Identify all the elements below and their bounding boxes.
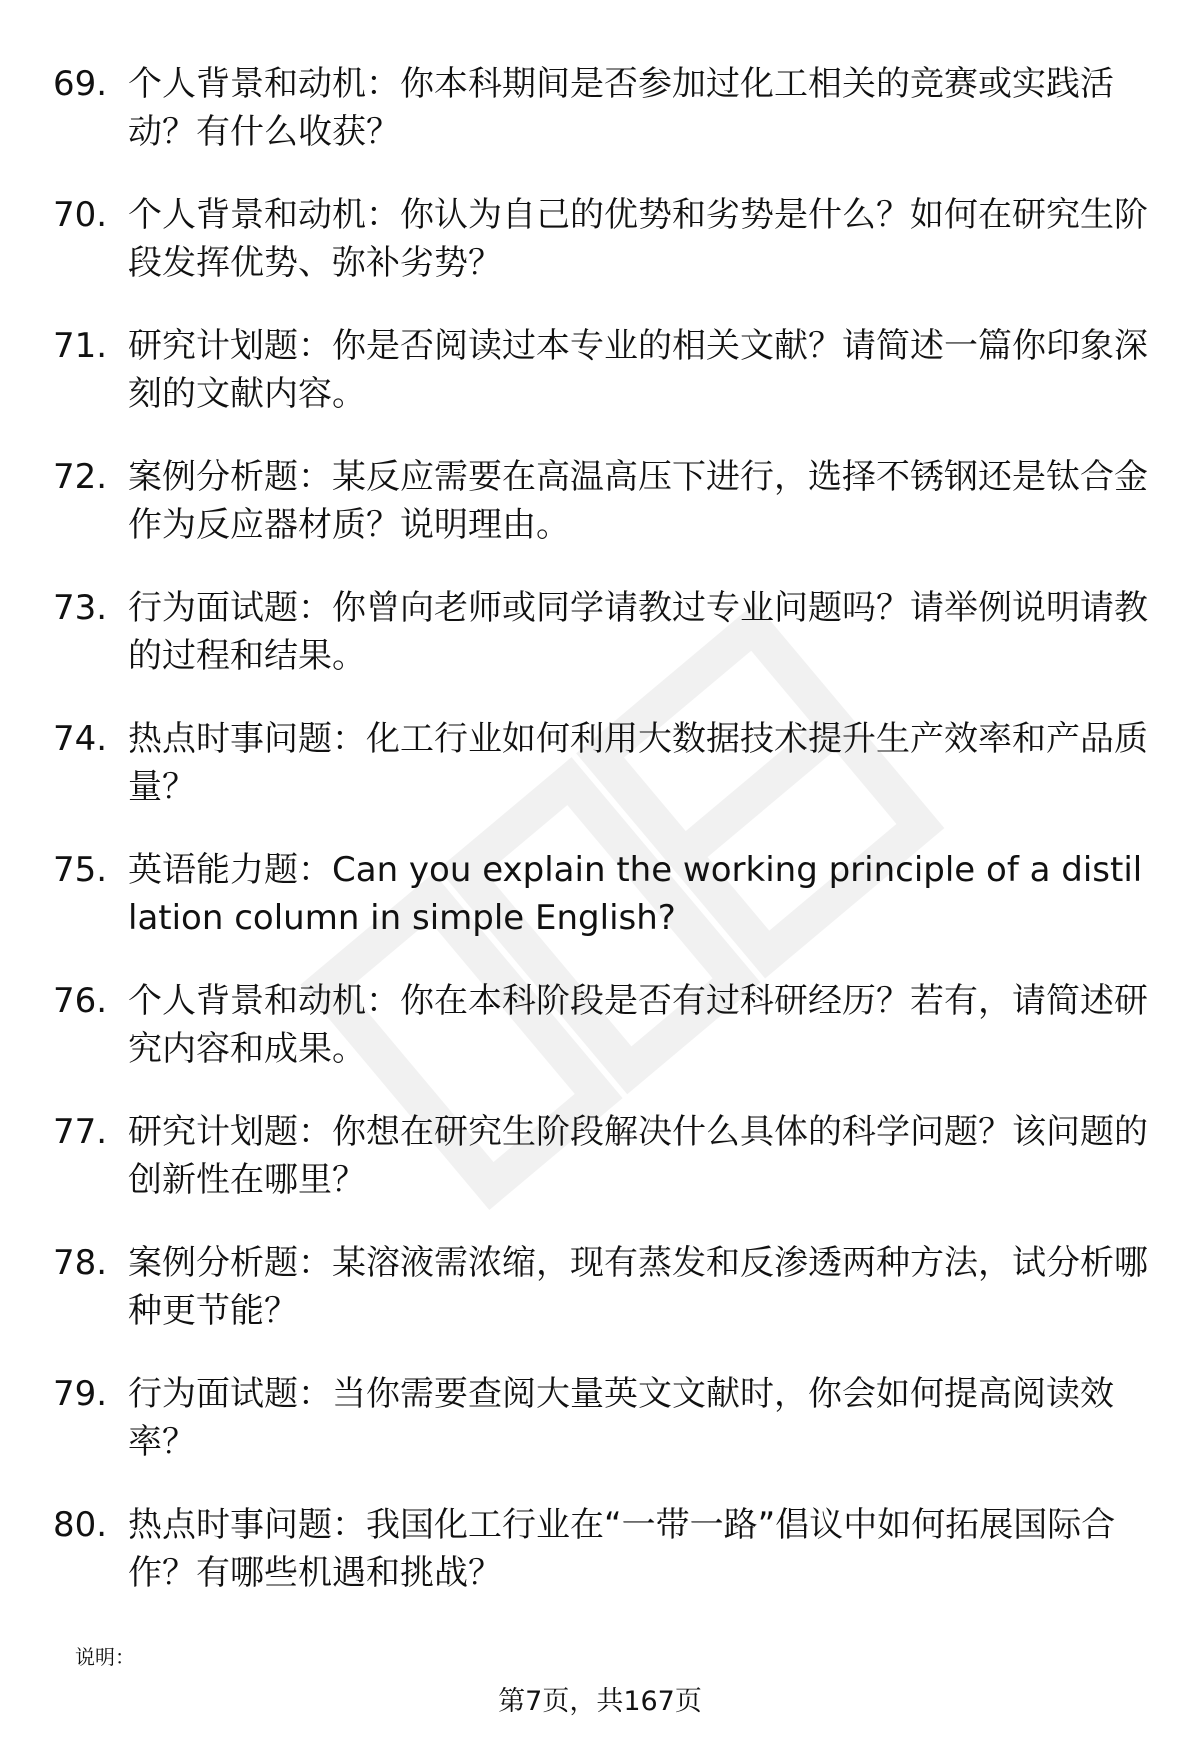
question-number: 73. <box>53 588 108 628</box>
list-item <box>50 1239 1150 1370</box>
question-number: 76. <box>53 981 108 1021</box>
question-number: 71. <box>53 326 108 366</box>
question-number: 78. <box>53 1243 108 1283</box>
question-number: 70. <box>53 195 108 235</box>
note-label: 说明： <box>75 1645 135 1669</box>
list-item <box>50 846 1150 977</box>
list-item <box>50 1370 1150 1501</box>
list-item <box>50 1501 1150 1632</box>
question-text: 个人背景和动机：你在本科阶段是否有过科研经历？若有，请简述研究内容和成果。 <box>128 981 1148 1069</box>
list-item <box>50 191 1150 322</box>
question-text: 热点时事问题：化工行业如何利用大数据技术提升生产效率和产品质量？ <box>128 719 1148 807</box>
question-text: 行为面试题：你曾向老师或同学请教过专业问题吗？请举例说明请教的过程和结果。 <box>128 588 1148 676</box>
question-number: 69. <box>53 64 108 104</box>
list-item <box>50 584 1150 715</box>
question-text: 行为面试题：当你需要查阅大量英文文献时，你会如何提高阅读效率？ <box>128 1374 1114 1462</box>
question-text: 案例分析题：某反应需要在高温高压下进行，选择不锈钢还是钛合金作为反应器材质？说明理由。 <box>128 457 1148 545</box>
question-number: 77. <box>53 1112 108 1152</box>
question-number: 75. <box>53 850 108 890</box>
page-footer: 第7页，共167页 <box>498 1686 702 1717</box>
list-item <box>50 453 1150 584</box>
list-item <box>50 322 1150 453</box>
question-text: 个人背景和动机：你本科期间是否参加过化工相关的竞赛或实践活动？有什么收获？ <box>128 64 1114 152</box>
question-text: 研究计划题：你是否阅读过本专业的相关文献？请简述一篇你印象深刻的文献内容。 <box>128 326 1148 414</box>
question-number: 80. <box>53 1505 108 1545</box>
list-item <box>50 1108 1150 1239</box>
list-item <box>50 60 1150 191</box>
question-text: 案例分析题：某溶液需浓缩，现有蒸发和反渗透两种方法，试分析哪种更节能？ <box>128 1243 1148 1331</box>
question-number: 74. <box>53 719 108 759</box>
list-item <box>50 715 1150 846</box>
question-number: 72. <box>53 457 108 497</box>
list-item <box>50 977 1150 1108</box>
question-text: 个人背景和动机：你认为自己的优势和劣势是什么？如何在研究生阶段发挥优势、弥补劣势？ <box>128 195 1148 283</box>
question-list <box>50 60 1150 1632</box>
question-text: 热点时事问题：我国化工行业在“一带一路”倡议中如何拓展国际合作？有哪些机遇和挑战？ <box>128 1505 1116 1593</box>
question-number: 79. <box>53 1374 108 1414</box>
question-text: 研究计划题：你想在研究生阶段解决什么具体的科学问题？该问题的创新性在哪里？ <box>128 1112 1148 1200</box>
question-text: 英语能力题：Can you explain the working principle of a distillation column in simple English? <box>128 850 1143 938</box>
